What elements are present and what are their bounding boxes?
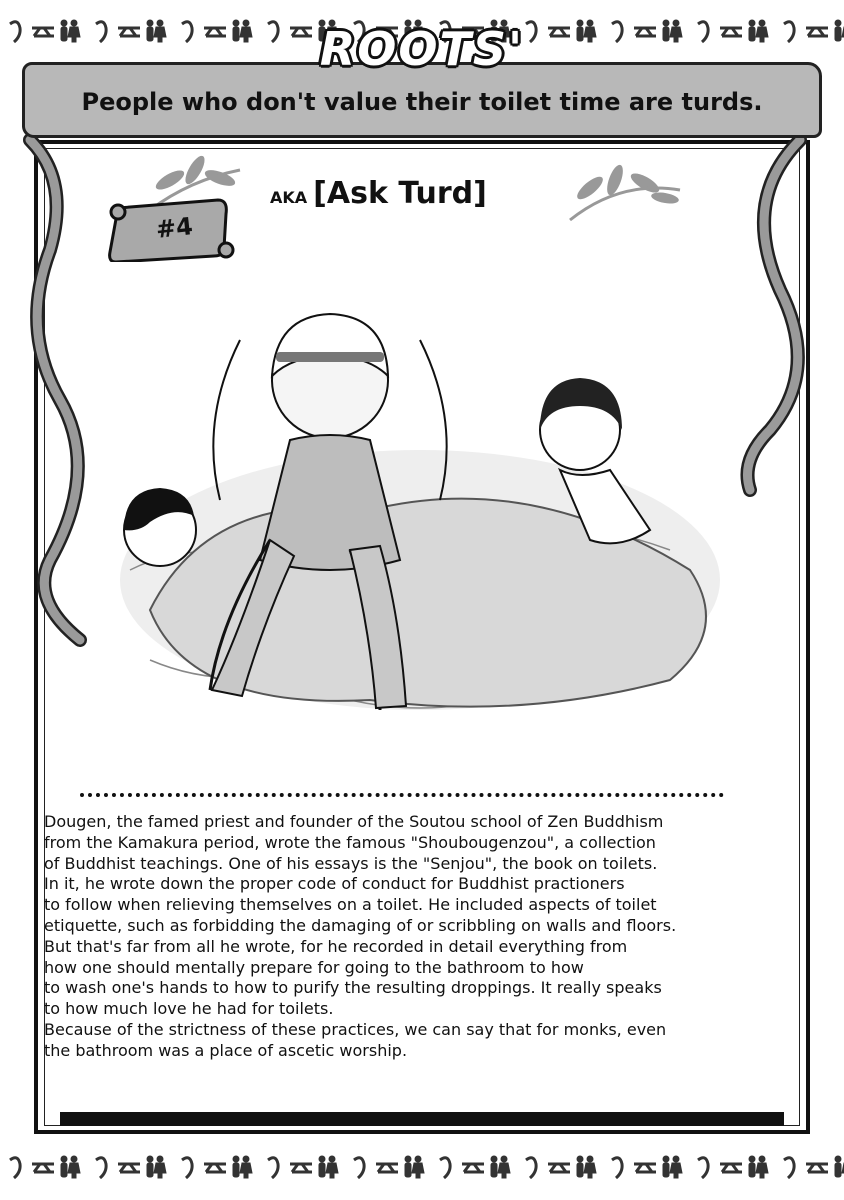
frame-bottom-bar xyxy=(60,1112,784,1126)
body-line: to wash one's hands to how to purify the resulting droppings. It really speaks xyxy=(44,978,662,998)
subtitle-text: [Ask Turd] xyxy=(313,176,487,211)
body-line: to how much love he had for toilets. xyxy=(44,999,334,1019)
subtitle xyxy=(270,176,487,211)
bottom-decorative-strip xyxy=(0,1150,844,1190)
subtitle-prefix: AKA xyxy=(270,188,308,207)
body-line: from the Kamakura period, wrote the famous "Shoubougenzou", a collection xyxy=(44,832,656,852)
leaf-decoration-icon xyxy=(560,158,690,238)
body-line: how one should mentally prepare for going to the bathroom to how xyxy=(44,957,584,977)
body-line: But that's far from all he wrote, for he recorded in detail everything from xyxy=(44,936,628,956)
banner-title: People who don't value their toilet time are turds. xyxy=(81,88,763,116)
body-line: the bathroom was a place of ascetic worship. xyxy=(44,1040,408,1060)
series-logo xyxy=(0,22,844,76)
section-divider xyxy=(80,793,724,797)
body-line: etiquette, such as forbidding the damaging of or scribbling on walls and floors. xyxy=(44,915,677,935)
body-line: Because of the strictness of these practices, we can say that for monks, even xyxy=(44,1019,667,1039)
body-line: In it, he wrote down the proper code of conduct for Buddhist practioners xyxy=(44,874,625,894)
episode-label: #4 xyxy=(154,212,195,244)
pictogram-strip-icon xyxy=(0,1150,844,1190)
body-line: to follow when relieving themselves on a toilet. He included aspects of toilet xyxy=(44,895,657,915)
body-line: of Buddhist teachings. One of his essays is the "Senjou", the book on toilets. xyxy=(44,853,658,873)
article-body xyxy=(44,812,796,1062)
series-logo-text: ROOTS' xyxy=(319,22,525,76)
body-line: Dougen, the famed priest and founder of the Soutou school of Zen Buddhism xyxy=(44,812,664,831)
